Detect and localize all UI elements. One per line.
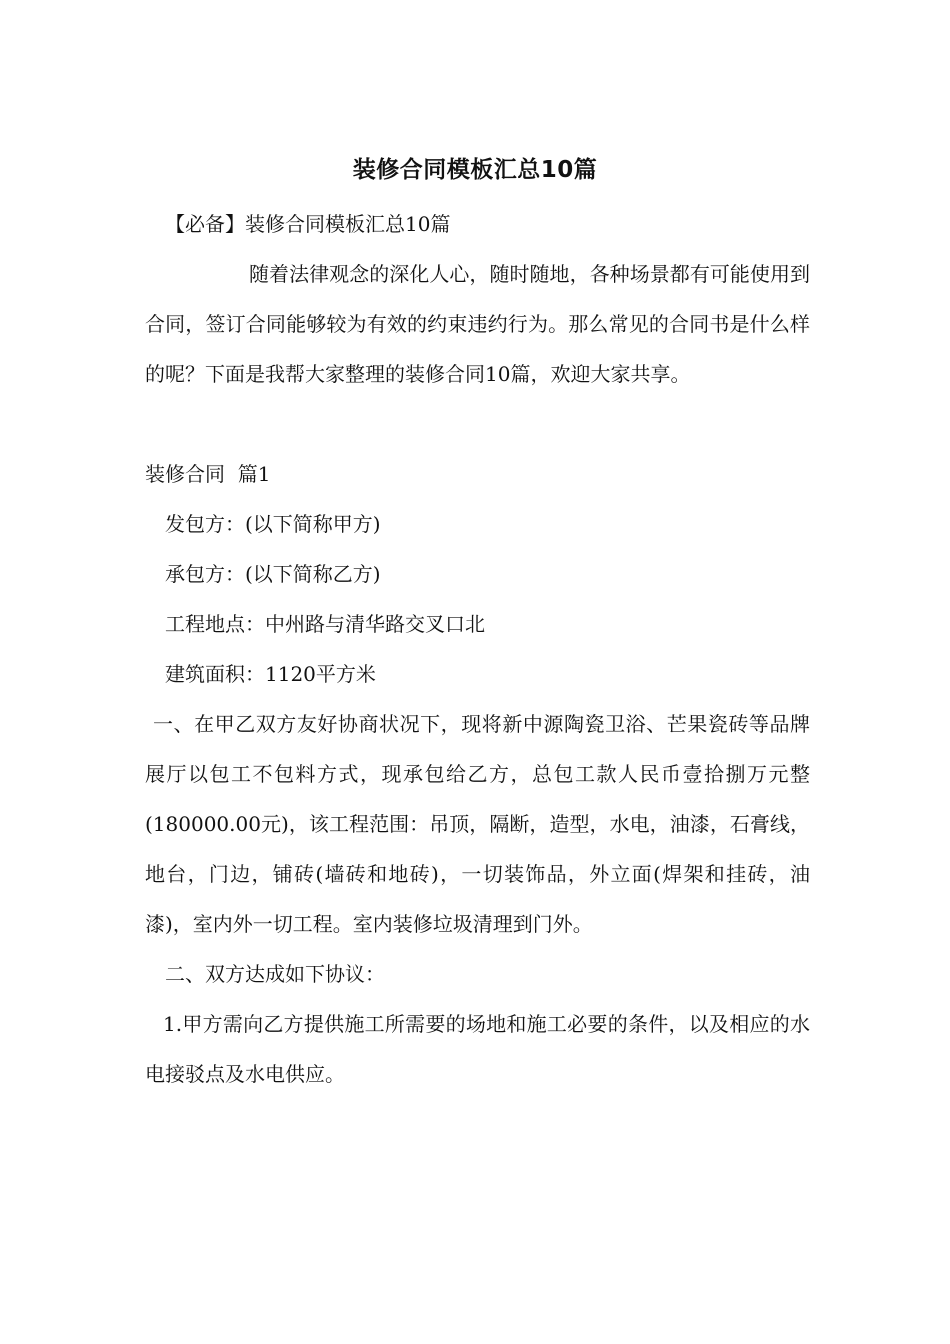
document-body: [145, 199, 810, 1099]
building-area: 建筑面积：1120平方米: [165, 662, 376, 686]
party-a: 发包方：(以下简称甲方): [165, 512, 381, 536]
section-heading: 装修合同 篇1: [145, 462, 271, 486]
paragraph-gap: [145, 399, 810, 449]
document-title: 装修合同模板汇总10篇: [352, 157, 598, 183]
clause-1: 一、在甲乙双方友好协商状况下，现将新中源陶瓷卫浴、芒果瓷砖等品牌展厅以包工不包料方式，现承包给乙方，总包工款人民币壹拾捌万元整(180000.00元)，该工程范围：吊顶，隔断，造型，水电，油漆，石膏线，地台，门边，铺砖(墙砖和地砖)，一切装饰品，外立面(焊架和挂砖，油漆)，室内外一切工程。室内装修垃圾清理到门外。: [145, 712, 810, 936]
clause-2: 二、双方达成如下协议：: [165, 962, 385, 986]
party-b: 承包方：(以下简称乙方): [165, 562, 381, 586]
intro-paragraph: 随着法律观念的深化人心，随时随地，各种场景都有可能使用到合同，签订合同能够较为有效的约束违约行为。那么常见的合同书是什么样的呢？下面是我帮大家整理的装修合同10篇，欢迎大家共享。: [145, 262, 810, 386]
clause-2-1: 1.甲方需向乙方提供施工所需要的场地和施工必要的条件，以及相应的水电接驳点及水电供应。: [145, 1012, 810, 1086]
project-location: 工程地点：中州路与清华路交叉口北: [165, 612, 485, 636]
subtitle: 【必备】装修合同模板汇总10篇: [165, 212, 451, 236]
